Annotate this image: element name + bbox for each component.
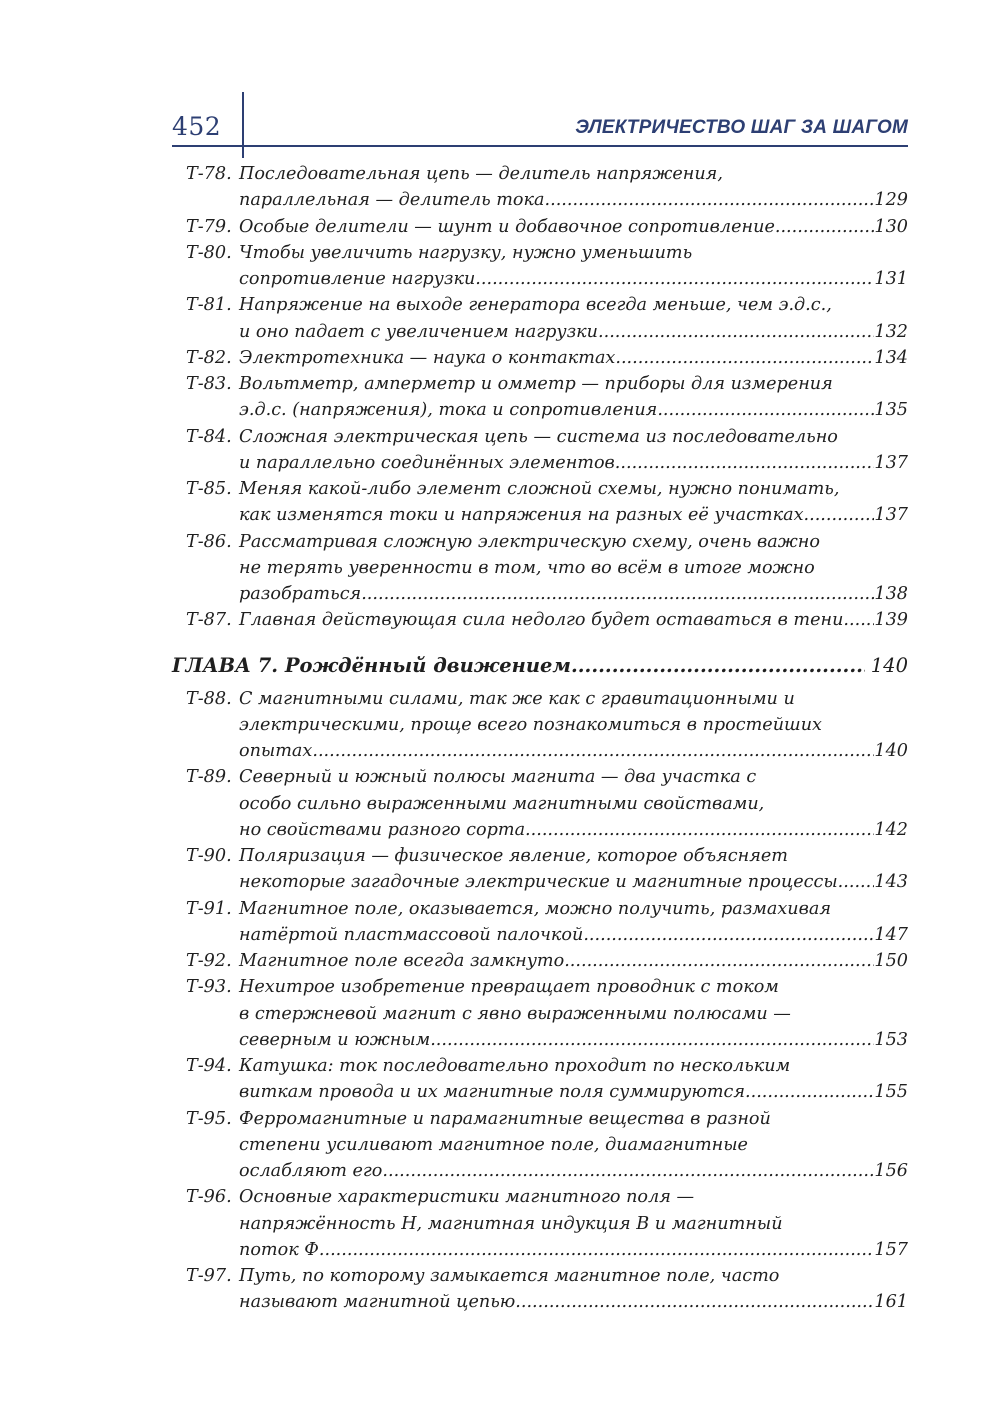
entry-last-line (239, 1237, 908, 1263)
toc-entry[interactable] (172, 345, 908, 371)
chapter-heading[interactable] (172, 652, 908, 680)
leader-dots (325, 1237, 875, 1263)
entry-code: Т-88. (186, 688, 232, 709)
toc-entry[interactable] (172, 1184, 908, 1263)
entry-text-line: Рассматривая сложную электрическую схему, очень важно (239, 531, 820, 552)
entry-code: Т-94. (186, 1056, 232, 1076)
entry-last-line (239, 738, 908, 764)
entry-code: Т-97. (186, 1266, 232, 1286)
toc-entry[interactable] (172, 686, 908, 765)
leader-dots (804, 502, 875, 528)
entry-text-line: э.д.с. (напряжения), тока и сопротивления (239, 400, 658, 421)
entry-code: Т-83. (186, 374, 232, 394)
entry-text-line: некоторые загадочные электрические и магнитные процессы. (239, 872, 844, 893)
entry-text-line: особо сильно выраженными магнитными свойствами, (239, 793, 765, 814)
entry-text-line: ослабляют его. (239, 1161, 388, 1181)
entry-last-line (239, 266, 908, 292)
entry-last-line (239, 1158, 908, 1184)
entry-text-line: Путь, по которому замыкается магнитное поле, часто (239, 1266, 780, 1286)
entry-code: Т-95. (186, 1108, 232, 1129)
chapter-title: ГЛАВА 7. Рождённый движением (172, 653, 571, 677)
entry-last-line (239, 817, 908, 843)
leader-dots (367, 581, 875, 607)
entry-last-line (239, 948, 908, 974)
entry-text-line: Напряжение на выходе генератора всегда меньше, чем э.д.с., (239, 295, 832, 316)
entry-page-number: 140 (874, 741, 908, 761)
leader-dots (318, 738, 874, 764)
entry-text-line: Сложная электрическая цепь — система из последовательно (239, 426, 838, 447)
entry-page-number: 135 (874, 400, 908, 421)
entry-text-line: Нехитрое изобретение превращает проводник с током (239, 977, 779, 998)
table-of-contents (172, 161, 908, 1316)
leader-dots (849, 607, 874, 633)
entry-text-line: Меняя какой-либо элемент сложной схемы, нужно понимать, (239, 479, 840, 499)
page-number: 452 (172, 112, 222, 141)
entry-page-number: 156 (874, 1161, 908, 1181)
toc-entry[interactable] (172, 1053, 908, 1106)
entry-text-line: северным и южным. (239, 1029, 436, 1050)
leader-dots (521, 1289, 875, 1315)
entry-text-line: параллельная — делитель тока. (239, 190, 551, 211)
entry-text-line: электрическими, проще всего познакомиться в простейших (239, 714, 822, 735)
entry-page-number: 143 (874, 872, 908, 893)
entry-code: Т-82. (186, 347, 232, 368)
toc-entry[interactable] (172, 607, 908, 633)
entry-text-line: Ферромагнитные и парамагнитные вещества в разной (239, 1108, 771, 1129)
entry-text-line: сопротивление нагрузки. (239, 269, 481, 289)
entry-page-number: 153 (874, 1029, 908, 1050)
leader-dots (604, 319, 875, 345)
entry-last-line (239, 450, 908, 476)
leader-dots (751, 1079, 875, 1105)
entry-last-line (239, 319, 908, 345)
entry-text-line: как изменятся токи и напряжения на разных её участках (239, 505, 804, 526)
entry-text-line: Основные характеристики магнитного поля — (239, 1187, 695, 1208)
entry-last-line (239, 581, 908, 607)
entry-last-line (239, 607, 908, 633)
entry-page-number: 161 (874, 1292, 908, 1313)
entry-last-line (239, 214, 908, 240)
entry-last-line (239, 397, 908, 423)
entry-text-line: и оно падает с увеличением нагрузки. (239, 321, 604, 342)
toc-entry[interactable] (172, 764, 908, 843)
entry-code: Т-92. (186, 951, 232, 971)
toc-entry[interactable] (172, 476, 908, 529)
leader-dots (388, 1158, 874, 1184)
entry-last-line (239, 1027, 908, 1053)
entry-text-line: натёртой пластмассовой палочкой. (239, 924, 589, 945)
toc-entry[interactable] (172, 161, 908, 214)
leader-dots (550, 187, 874, 213)
entry-code: Т-89. (186, 767, 232, 788)
entry-last-line (239, 869, 908, 895)
entry-last-line (239, 1289, 908, 1315)
entry-page-number: 139 (874, 610, 908, 631)
toc-entry[interactable] (172, 948, 908, 974)
entry-code: Т-93. (186, 977, 232, 998)
entry-text-line: разобраться. (239, 584, 367, 604)
entry-page-number: 150 (874, 951, 908, 971)
entry-page-number: 132 (874, 321, 908, 342)
entry-page-number: 137 (874, 452, 908, 473)
header-horizontal-rule (172, 145, 908, 147)
toc-entry[interactable] (172, 371, 908, 424)
running-title: ЭЛЕКТРИЧЕСТВО ШАГ ЗА ШАГОМ (575, 117, 908, 138)
entry-text-line: называют магнитной цепью. (239, 1292, 521, 1313)
header-vertical-rule (242, 92, 244, 158)
entry-text-line: но свойствами разного сорта. (239, 819, 531, 840)
leader-dots (657, 397, 874, 423)
toc-entry[interactable] (172, 292, 908, 345)
leader-dots (620, 450, 874, 476)
entry-code: Т-86. (186, 531, 232, 552)
entry-text-line: и параллельно соединённых элементов. (239, 452, 621, 473)
entry-code: Т-96. (186, 1187, 232, 1208)
toc-entry[interactable] (172, 214, 908, 240)
leader-dots (621, 345, 874, 371)
entry-page-number: 138 (874, 584, 908, 604)
leader-dots (589, 922, 874, 948)
toc-entries-chapter-7 (172, 686, 908, 1316)
entry-code: Т-87. (186, 610, 232, 631)
leader-dots (531, 817, 875, 843)
entry-text-line: в стержневой магнит с явно выраженными полюсами — (239, 1003, 791, 1024)
leader-dots (481, 266, 875, 292)
entry-page-number: 137 (874, 505, 908, 526)
chapter-page: 140 (870, 653, 908, 677)
entry-last-line (239, 922, 908, 948)
leader-dots (843, 869, 874, 895)
entry-text-line: Поляризация — физическое явление, которое объясняет (239, 846, 788, 866)
entry-page-number: 142 (874, 819, 908, 840)
entry-code: Т-79. (186, 216, 232, 237)
chapter-leader-dots (571, 652, 865, 680)
entry-code: Т-80. (186, 242, 232, 263)
entry-last-line (239, 1079, 908, 1105)
entry-text-line: виткам провода и их магнитные поля суммируются. (239, 1082, 751, 1103)
entry-text-line: Электротехника — наука о контактах. (239, 347, 621, 368)
entry-text-line: не терять уверенности в том, что во всём в итоге можно (239, 557, 815, 578)
toc-entry[interactable] (172, 529, 908, 608)
leader-dots (436, 1027, 875, 1053)
toc-entry[interactable] (172, 974, 908, 1053)
entry-last-line (239, 345, 908, 371)
toc-entry[interactable] (172, 240, 908, 293)
entry-text-line: напряжённость H, магнитная индукция B и магнитный (239, 1213, 783, 1234)
entry-text-line: Северный и южный полюсы магнита — два участка с (239, 767, 757, 788)
entry-text-line: опытах. (239, 741, 318, 761)
toc-entry[interactable] (172, 843, 908, 896)
entry-text-line: Последовательная цепь — делитель напряжения, (239, 164, 723, 184)
entry-page-number: 155 (874, 1082, 908, 1103)
entry-code: Т-91. (186, 898, 232, 919)
entry-code: Т-85. (186, 479, 232, 499)
entry-code: Т-81. (186, 295, 232, 316)
toc-entry[interactable] (172, 1106, 908, 1185)
entry-text-line: степени усиливают магнитное поле, диамагнитные (239, 1134, 748, 1155)
toc-entry[interactable] (172, 896, 908, 949)
entry-text-line: поток Ф. (239, 1239, 325, 1260)
entry-page-number: 129 (874, 190, 908, 211)
entry-page-number: 157 (874, 1239, 908, 1260)
leader-dots (775, 214, 875, 240)
entry-page-number: 147 (874, 924, 908, 945)
entry-code: Т-78. (186, 164, 232, 184)
entry-last-line (239, 187, 908, 213)
entry-text-line: Катушка: ток последовательно проходит по нескольким (239, 1056, 791, 1076)
toc-entry[interactable] (172, 1263, 908, 1316)
entry-text-line: Особые делители — шунт и добавочное сопротивление (239, 216, 775, 237)
entry-page-number: 131 (874, 269, 908, 289)
entry-text-line: Чтобы увеличить нагрузку, нужно уменьшить (239, 242, 693, 263)
entry-code: Т-90. (186, 846, 232, 866)
toc-entries-chapter-6 (172, 161, 908, 634)
entry-text-line: Магнитное поле, оказывается, можно получить, размахивая (239, 898, 831, 919)
entry-last-line (239, 502, 908, 528)
leader-dots (570, 948, 875, 974)
entry-page-number: 130 (874, 216, 908, 237)
entry-code: Т-84. (186, 426, 232, 447)
entry-text-line: Вольтметр, амперметр и омметр — приборы для измерения (239, 374, 833, 394)
toc-entry[interactable] (172, 424, 908, 477)
entry-text-line: Главная действующая сила недолго будет оставаться в тени. (239, 610, 850, 631)
entry-text-line: Магнитное поле всегда замкнуто. (239, 951, 570, 971)
entry-page-number: 134 (874, 347, 908, 368)
entry-text-line: С магнитными силами, так же как с гравитационными и (239, 688, 795, 709)
